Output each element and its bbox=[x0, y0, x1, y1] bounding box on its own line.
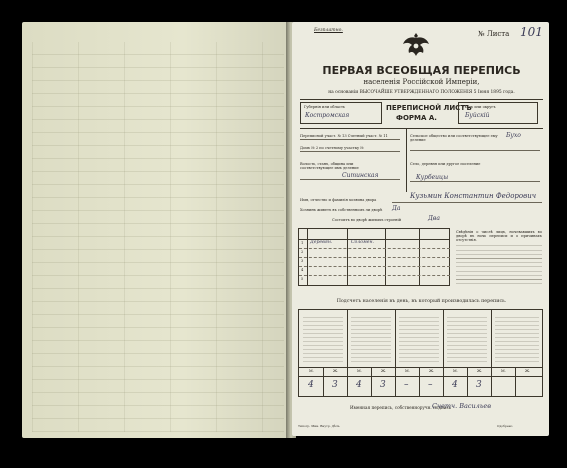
society-label: Сельское общество или соответствующее ему деление bbox=[410, 134, 498, 143]
side-note-text-lines bbox=[456, 244, 542, 284]
col-header: М. bbox=[309, 369, 314, 373]
guberniya-box bbox=[300, 102, 382, 124]
col-header: Ж. bbox=[477, 369, 483, 373]
census-form-page bbox=[292, 22, 549, 436]
col-header: М. bbox=[405, 369, 410, 373]
society-value: Бухо bbox=[506, 132, 521, 139]
volost-value: Ситинская bbox=[342, 172, 379, 179]
col-header: М. bbox=[453, 369, 458, 373]
count-cell: 3 bbox=[332, 380, 338, 390]
guberniya-label: Губернія или область bbox=[304, 105, 345, 109]
col-header: Ж. bbox=[525, 369, 531, 373]
guberniya-value: Костромская bbox=[305, 112, 350, 119]
page-subtitle: населенія Россійской Имперіи, bbox=[363, 78, 480, 86]
table-cell: Деревян. bbox=[310, 240, 333, 245]
uezd-label: Уѣздъ или округъ bbox=[462, 105, 496, 109]
side-note: Свѣдѣнія о числѣ лицъ, ночевавшихъ во дворѣ въ ночь переписи и о причинахъ отсутствія. bbox=[456, 230, 542, 243]
col-header: Ж. bbox=[333, 369, 339, 373]
count-cell: 3 bbox=[380, 380, 386, 390]
lives-label: Хозяинъ живетъ въ собственномъ ли дворѣ bbox=[300, 208, 383, 212]
sheet-label: № Листа bbox=[478, 30, 510, 38]
yard-value: Два bbox=[428, 215, 440, 222]
count-cell: – bbox=[404, 380, 409, 390]
table-row: 1 bbox=[301, 241, 304, 245]
count-cell: 4 bbox=[452, 380, 458, 390]
count-table bbox=[298, 309, 543, 397]
basis-text: на основаніи ВЫСОЧАЙШЕ УТВЕРЖДЕННАГО ПОЛОЖЕНІЯ 5 Іюня 1895 года. bbox=[328, 90, 515, 95]
yard-label: Состоитъ во дворѣ жилыхъ строеній bbox=[332, 218, 402, 222]
uezd-value: Буйскій bbox=[465, 112, 490, 119]
imperial-eagle-icon bbox=[402, 30, 430, 60]
table-row: 4 bbox=[301, 268, 304, 272]
uezd-box bbox=[458, 102, 538, 124]
selo-value: Курбеицы bbox=[416, 174, 449, 181]
approval-note: Одобрено bbox=[497, 424, 513, 428]
signature-value: Счетч. Васильев bbox=[432, 402, 491, 410]
signature-label: Именная перепись, собственноручн. подпись bbox=[350, 405, 452, 410]
page-title: ПЕРВАЯ ВСЕОБЩАЯ ПЕРЕПИСЬ bbox=[322, 64, 521, 77]
selo-label: Село, деревня или другое поселение bbox=[410, 162, 481, 166]
count-heading: Подсчетъ населенія въ день, въ который производилась перепись. bbox=[336, 299, 507, 304]
form-title: ПЕРЕПИСНОЙ ЛИСТЪ bbox=[386, 104, 472, 112]
col-header: Ж. bbox=[429, 369, 435, 373]
buildings-table bbox=[298, 228, 450, 286]
table-cell: Соломен. bbox=[351, 240, 374, 245]
house-label: Домъ № 2 по счетному участку № bbox=[300, 146, 364, 150]
count-cell: 4 bbox=[308, 380, 314, 390]
district-label: Переписной участ. № 13 Счетный участ. № 11 bbox=[300, 134, 388, 138]
ruled-grid bbox=[32, 42, 284, 432]
printer-note: Типогр. Мин. Внутр. Дѣлъ bbox=[298, 424, 340, 428]
table-row: 3 bbox=[301, 259, 304, 263]
count-cell: 3 bbox=[476, 380, 482, 390]
sheet-number: 101 bbox=[520, 25, 543, 39]
form-letter: ФОРМА А. bbox=[396, 114, 437, 122]
table-row: 2 bbox=[301, 250, 304, 254]
owner-label: Имя, отчество и фамилія хозяина двора bbox=[300, 198, 377, 202]
volost-label: Волость, станъ, община или соответствующее имъ деление bbox=[300, 162, 359, 171]
col-header: М. bbox=[501, 369, 506, 373]
col-header: М. bbox=[357, 369, 362, 373]
col-header: Ж. bbox=[381, 369, 387, 373]
table-row: 5 bbox=[301, 277, 304, 281]
free-label: Безплатно. bbox=[314, 28, 343, 33]
count-cell: – bbox=[428, 380, 433, 390]
lives-value: Да bbox=[392, 205, 401, 212]
count-cell: 4 bbox=[356, 380, 362, 390]
owner-value: Кузьмин Константин Федорович bbox=[410, 192, 537, 200]
left-page bbox=[22, 22, 290, 438]
